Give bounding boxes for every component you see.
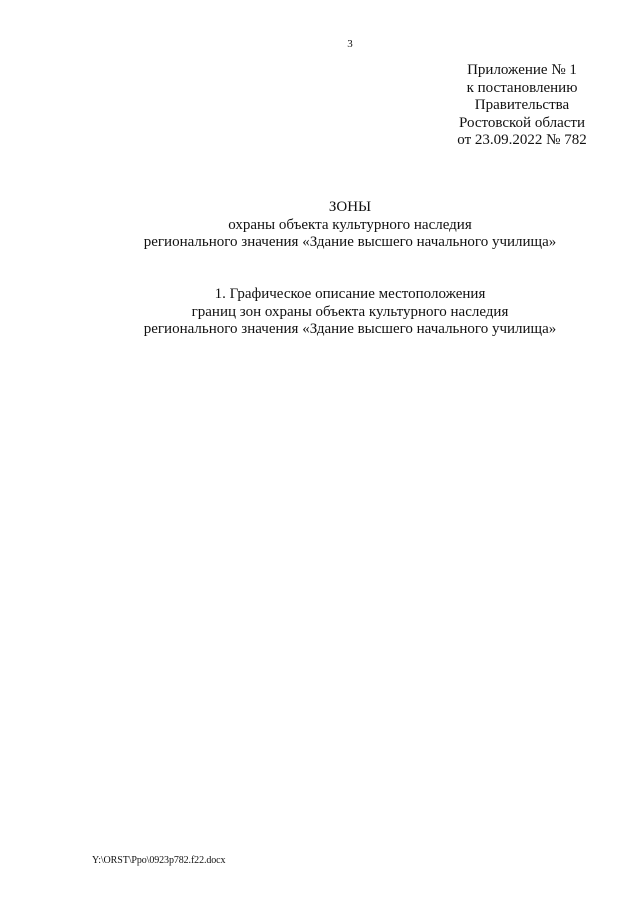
title-line-3: регионального значения «Здание высшего начального училища» bbox=[143, 234, 557, 250]
appendix-number: Приложение № 1 bbox=[467, 62, 577, 78]
appendix-government: Правительства bbox=[474, 97, 570, 113]
appendix-region: Ростовской области bbox=[459, 114, 585, 131]
page-number: 3 bbox=[347, 38, 353, 50]
footer-file-path: Y:\ORST\Ppo\0923p782.f22.docx bbox=[92, 855, 226, 866]
appendix-to-resolution: к постановлению bbox=[466, 79, 578, 96]
title-line-2: охраны объекта культурного наследия bbox=[228, 216, 472, 233]
section-line-1: 1. Графическое описание местоположения bbox=[214, 286, 486, 302]
section-line-2: границ зон охраны объекта культурного наследия bbox=[191, 303, 509, 320]
document-title bbox=[0, 199, 640, 252]
title-heading: ЗОНЫ bbox=[328, 199, 372, 215]
appendix-header bbox=[430, 62, 614, 150]
section-line-3: регионального значения «Здание высшего начального училища» bbox=[143, 321, 557, 337]
appendix-date-number: от 23.09.2022 № 782 bbox=[457, 132, 587, 148]
section-heading bbox=[0, 286, 640, 339]
